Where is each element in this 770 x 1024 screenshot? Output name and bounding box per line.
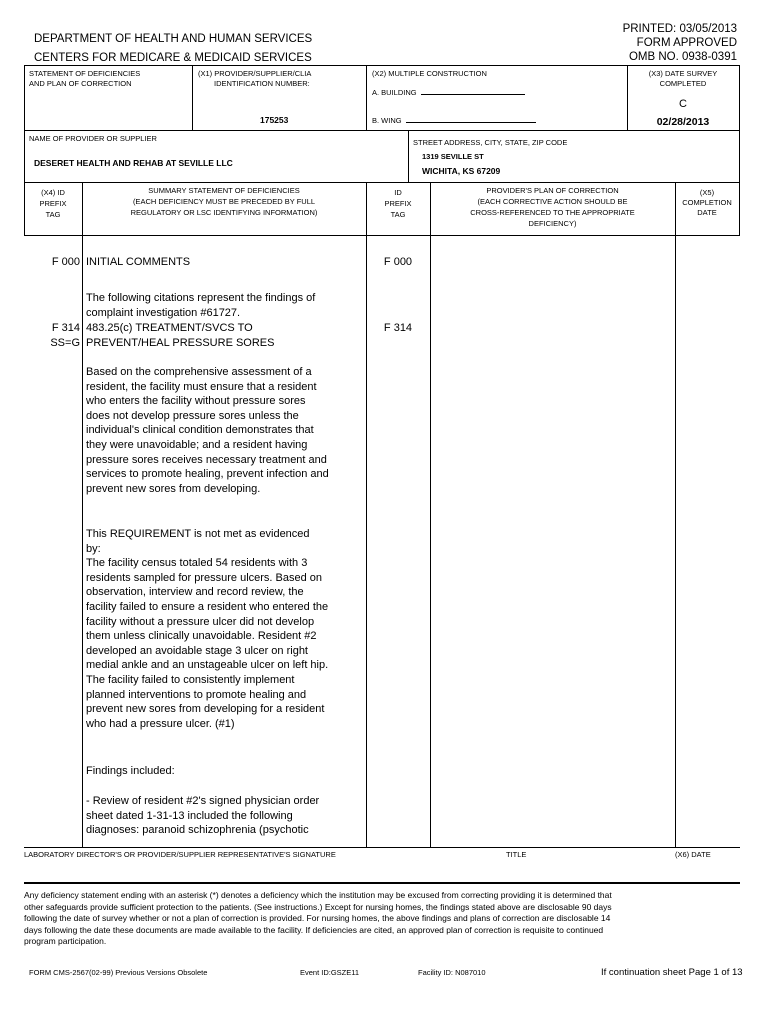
disclaimer-line: Any deficiency statement ending with an asterisk (*) denotes a deficiency which the institution may be excused from correcting providing it is determined that [24, 890, 612, 900]
summary-header-line-3: REGULATORY OR LSC IDENTIFYING INFORMATION) [130, 208, 318, 217]
summary-header-line-1: SUMMARY STATEMENT OF DEFICIENCIES [148, 186, 300, 195]
x3-label-1: (X3) DATE SURVEY [648, 69, 718, 78]
building-label: A. BUILDING [372, 88, 417, 97]
disclaimer-line: days following the date these documents are made available to the facility. If deficiencies are cited, an approved plan of correction is requisite to continued [24, 924, 604, 935]
x3-label-2: COMPLETED [659, 79, 707, 88]
provider-id-number: 175253 [260, 115, 289, 125]
disclaimer-line: program participation. [24, 936, 107, 946]
plan-header-line-1: PROVIDER'S PLAN OF CORRECTION [486, 186, 619, 195]
title-label: TITLE [506, 850, 527, 859]
x4-header [24, 188, 82, 219]
intro-line-2: complaint investigation #61727. [86, 307, 241, 319]
requirement-text-line: medial ankle and an unstageable ulcer on left hip. [86, 659, 329, 672]
id-prefix-header [366, 188, 430, 219]
regulation-text-line: who enters the facility without pressure sores [86, 395, 306, 408]
wing-label: B. WING [372, 116, 402, 125]
regulation-line-1: 483.25(c) TREATMENT/SVCS TO [86, 322, 253, 334]
omb-number: OMB NO. 0938-0391 [628, 51, 737, 63]
x2-label: (X2) MULTIPLE CONSTRUCTION [372, 69, 487, 78]
survey-completed-date: 02/28/2013 [656, 116, 710, 128]
plan-header-line-3: CROSS-REFERENCED TO THE APPROPRIATE [470, 208, 635, 217]
form-approved: FORM APPROVED [636, 37, 737, 49]
plan-header-line-2: (EACH CORRECTIVE ACTION SHOULD BE [477, 197, 628, 206]
regulation-text [86, 365, 329, 496]
x1-label-2: IDENTIFICATION NUMBER: [214, 79, 310, 88]
id-header-line-2: PREFIX [384, 199, 412, 208]
centers-title: CENTERS FOR MEDICARE & MEDICAID SERVICES [34, 52, 312, 64]
findings-text-line: diagnoses: paranoid schizophrenia (psychotic [86, 824, 309, 837]
right-tag-f314: F 314 [383, 322, 413, 334]
disclaimer-line: following the date of survey whether or not a plan of correction is provided. For nursing homes, the above findings and plans of correction are disclosable 14 [24, 913, 611, 923]
right-tag-f000: F 000 [383, 256, 413, 268]
summary-header [82, 186, 366, 217]
requirement-text-line: developed an avoidable stage 3 ulcer on right [86, 644, 308, 657]
provider-name: DESERET HEALTH AND REHAB AT SEVILLE LLC [34, 158, 233, 168]
regulation-text-line: resident, the facility must ensure that a resident [86, 380, 317, 393]
address-label: STREET ADDRESS, CITY, STATE, ZIP CODE [413, 138, 568, 147]
building-blank [421, 86, 525, 95]
facility-id: Facility ID: N087010 [418, 968, 486, 977]
event-id: Event ID:GSZE11 [300, 968, 360, 977]
regulation-text-line: does not develop pressure sores unless the [86, 409, 299, 422]
statement-label-1: STATEMENT OF DEFICIENCIES [29, 69, 141, 78]
regulation-text-line: they were unavoidable; and a resident having [86, 438, 308, 451]
x4-header-line-2: PREFIX [39, 199, 67, 208]
intro-line-1: The following citations represent the findings of [86, 292, 316, 304]
continuation-page: If continuation sheet Page 1 of 13 [601, 967, 743, 978]
requirement-text-line: facility failed to ensure a resident who entered the [86, 600, 329, 613]
plan-header [430, 186, 675, 228]
requirement-text-line: residents sampled for pressure ulcers. Based on [86, 571, 323, 584]
x1-label-1: (X1) PROVIDER/SUPPLIER/CLIA [198, 69, 312, 78]
requirement-text-line: facility without a pressure ulcer did not develop [86, 615, 315, 628]
findings-text [86, 794, 319, 838]
findings-text-line: - Review of resident #2's signed physician order [86, 795, 320, 807]
department-title: DEPARTMENT OF HEALTH AND HUMAN SERVICES [34, 33, 313, 45]
requirement-text-line: This REQUIREMENT is not met as evidenced [86, 528, 310, 540]
regulation-text-line: pressure sores receives necessary treatment and [86, 453, 327, 466]
requirement-text-line: The facility failed to consistently implement [86, 673, 295, 686]
provider-name-label: NAME OF PROVIDER OR SUPPLIER [29, 134, 157, 143]
director-signature-label: LABORATORY DIRECTOR'S OR PROVIDER/SUPPLIER REPRESENTATIVE'S SIGNATURE [24, 850, 336, 859]
regulation-text-line: prevent new sores from developing. [86, 482, 261, 495]
findings-heading: Findings included: [86, 765, 175, 777]
regulation-text-line: Based on the comprehensive assessment of a [86, 366, 312, 378]
x5-header [675, 188, 739, 217]
regulation-text-line: individual's clinical condition demonstrates that [86, 424, 314, 437]
x4-header-line-3: TAG [45, 210, 61, 219]
building-field [372, 86, 525, 97]
initial-comments-heading: INITIAL COMMENTS [86, 256, 191, 268]
disclaimer-line: other safeguards provide sufficient protection to the patients. (See instructions.) Except for nursing homes, the findings stated above are disclosable 90 days [24, 901, 612, 912]
requirement-text-line: prevent new sores from developing for a resident [86, 703, 325, 716]
x5-header-line-2: COMPLETION [682, 198, 732, 207]
x5-header-line-3: DATE [697, 208, 717, 217]
summary-header-line-2: (EACH DEFICIENCY MUST BE PRECEDED BY FULL [132, 197, 316, 206]
requirement-text-line: observation, interview and record review, the [86, 586, 304, 599]
x5-header-line-1: (X5) [699, 188, 715, 197]
statement-label-2: AND PLAN OF CORRECTION [29, 79, 132, 88]
requirement-text [86, 527, 328, 731]
plan-header-line-4: DEFICIENCY) [528, 219, 577, 228]
requirement-text-line: them unless clinically unavoidable. Resident #2 [86, 630, 317, 643]
id-header-line-1: ID [394, 188, 402, 197]
requirement-text-line: by: [86, 542, 101, 555]
street-address: 1319 SEVILLE ST [422, 152, 484, 161]
x6-date-label: (X6) DATE [675, 850, 711, 859]
regulation-line-2: PREVENT/HEAL PRESSURE SORES [86, 337, 275, 349]
wing-field [372, 114, 536, 125]
x4-header-line-1: (X4) ID [41, 188, 65, 197]
requirement-text-line: The facility census totaled 54 residents with 3 [86, 557, 308, 570]
form-number: FORM CMS-2567(02-99) Previous Versions Obsolete [29, 968, 208, 977]
city-state-zip: WICHITA, KS 67209 [422, 166, 501, 176]
tag-ss-g: SS=G [50, 337, 80, 349]
x3-letter: C [679, 98, 687, 110]
tag-f314: F 314 [51, 322, 80, 334]
tag-f000: F 000 [51, 256, 80, 268]
regulation-text-line: services to promote healing, prevent infection and [86, 468, 329, 481]
requirement-text-line: who had a pressure ulcer. (#1) [86, 717, 235, 730]
requirement-text-line: planned interventions to promote healing and [86, 688, 307, 701]
findings-text-line: sheet dated 1-31-13 included the following [86, 809, 293, 822]
id-header-line-3: TAG [390, 210, 406, 219]
printed-date: PRINTED: 03/05/2013 [622, 23, 737, 35]
wing-blank [406, 114, 536, 123]
disclaimer [24, 890, 612, 948]
